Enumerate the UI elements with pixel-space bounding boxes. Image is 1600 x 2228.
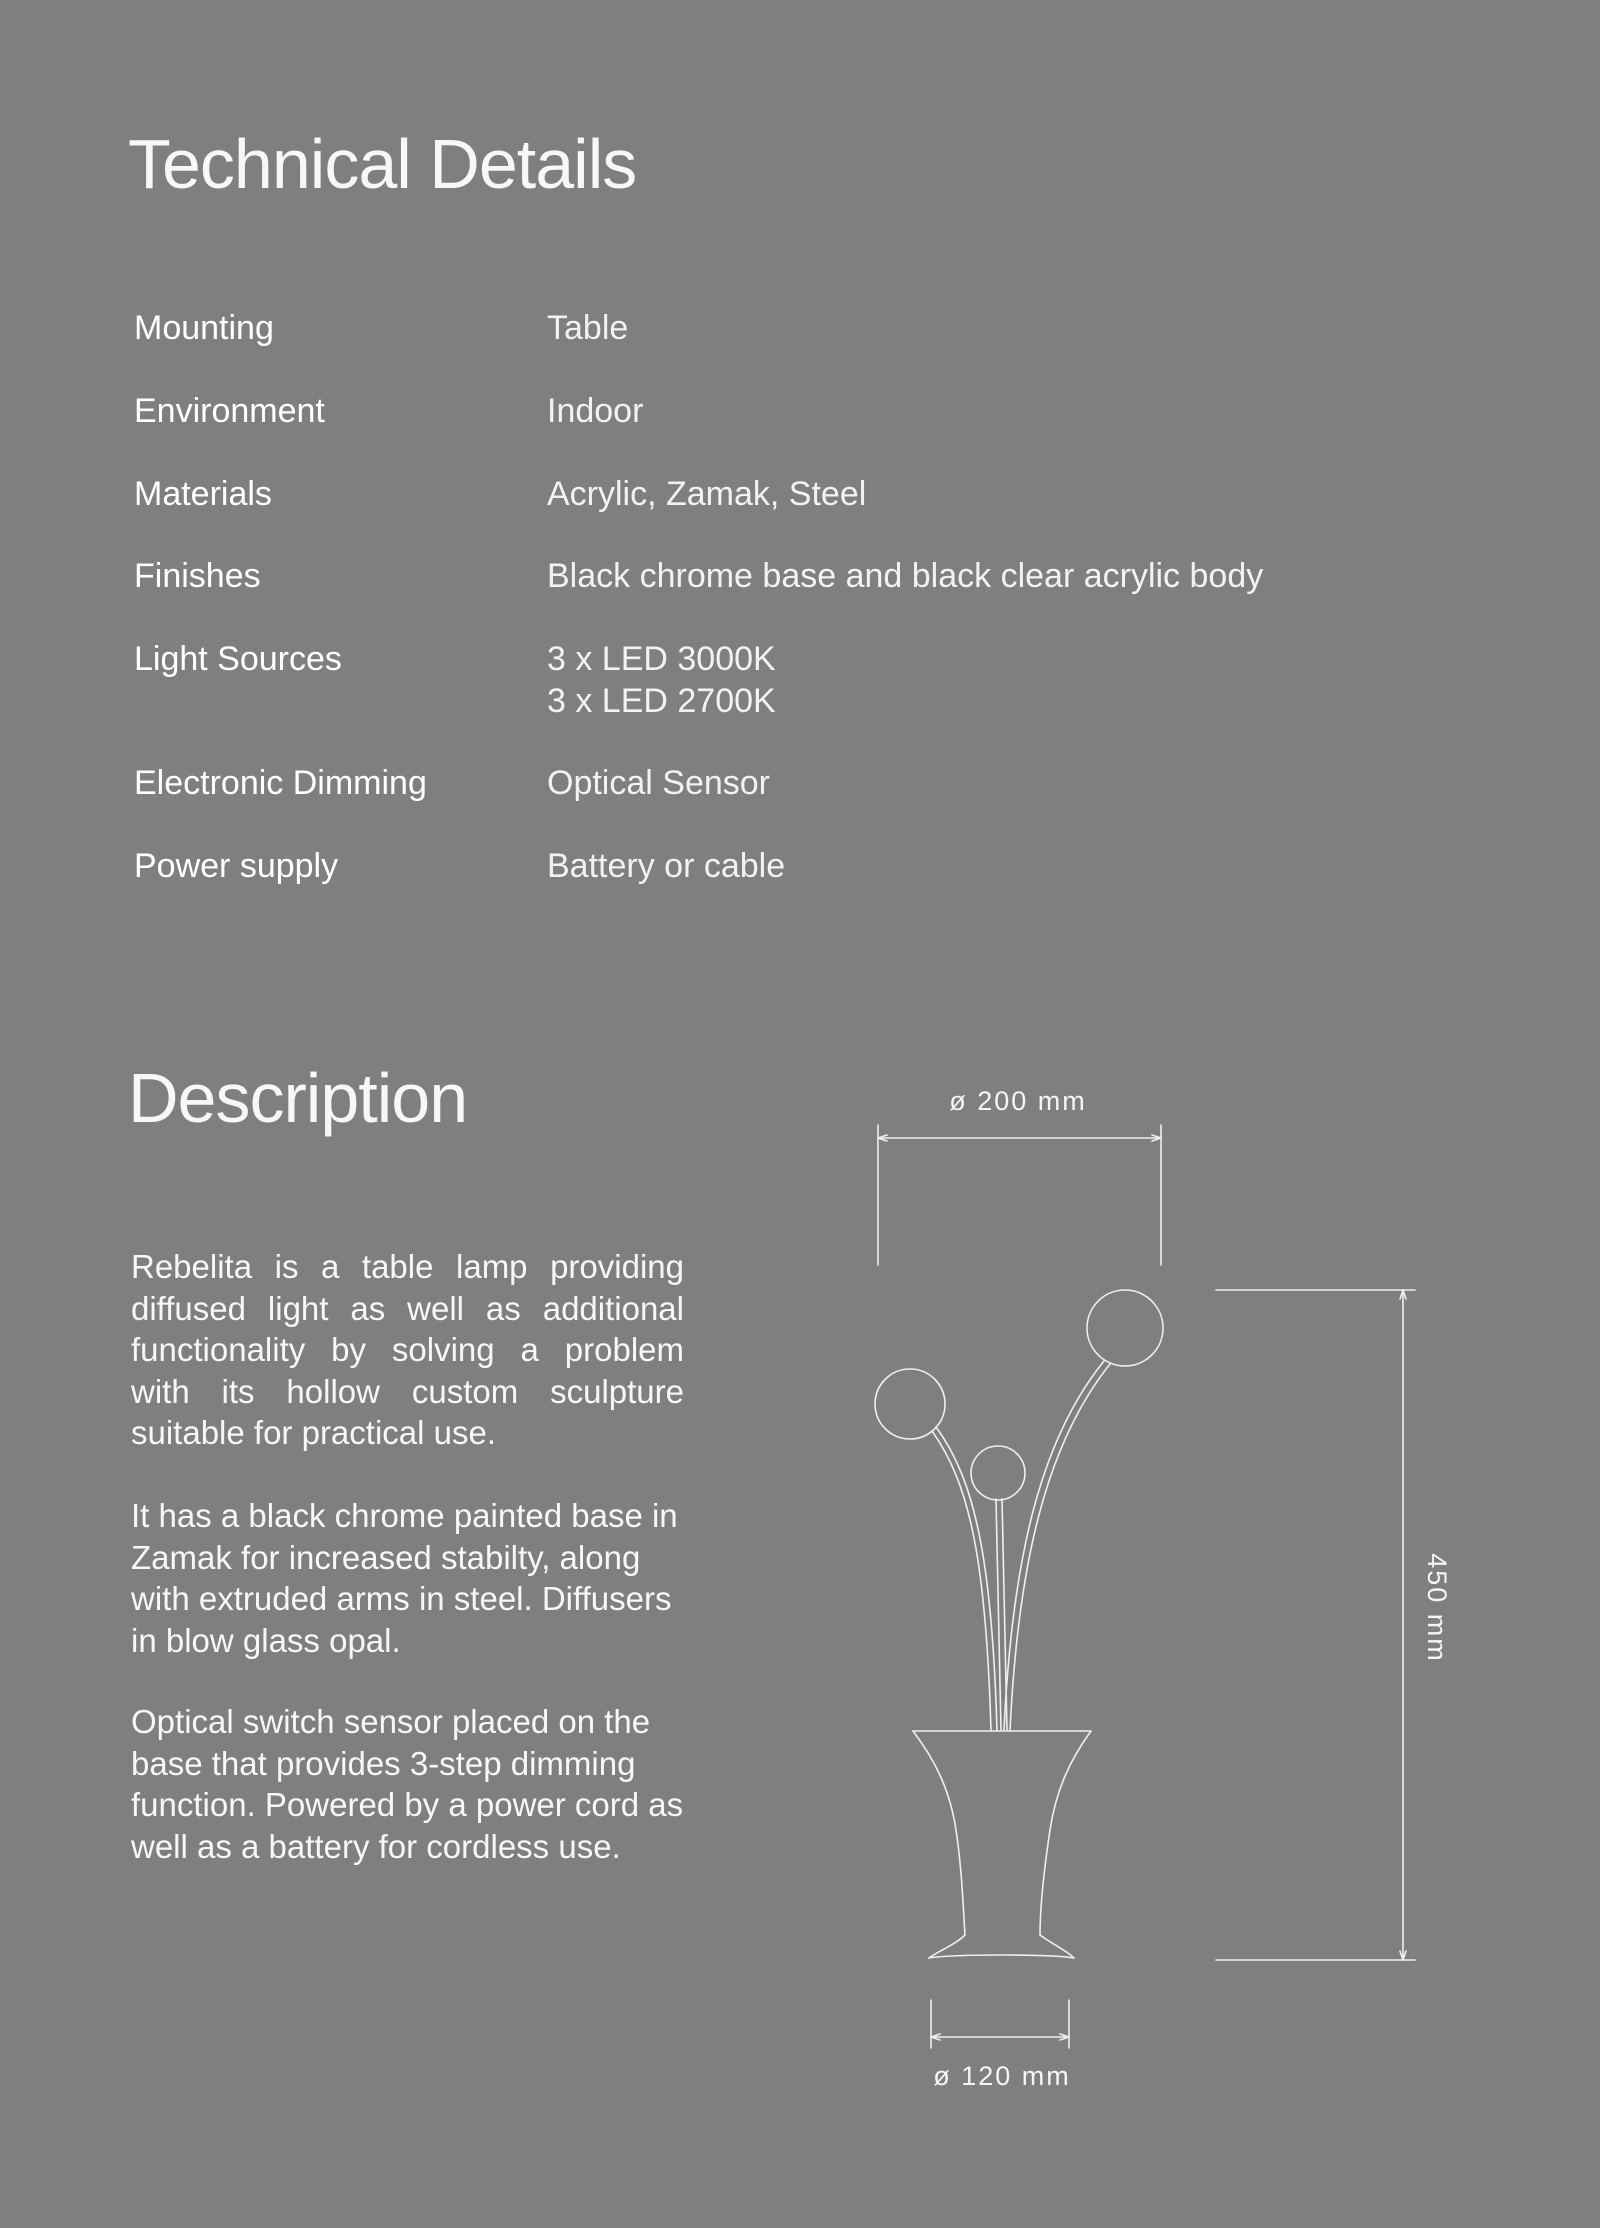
description-title: Description xyxy=(128,1059,468,1137)
height-dimension xyxy=(1216,1290,1415,1960)
description-paragraph: Optical switch sensor placed on the base that provides 3-step dimming function. Powered by a power cord as well as a battery for cordless use. xyxy=(131,1703,684,1865)
top-diameter-dimension xyxy=(878,1125,1161,1265)
technical-details-title: Technical Details xyxy=(128,125,637,203)
description-paragraph: It has a black chrome painted base in Zamak for increased stabilty, along with extruded arms in steel. Diffusers in blow glass opal. xyxy=(131,1497,678,1659)
spec-value-line: 3 x LED 2700K xyxy=(547,682,776,720)
spec-value-line: 3 x LED 3000K xyxy=(547,640,776,678)
spec-label: Finishes xyxy=(134,557,261,595)
spec-value-line: Optical Sensor xyxy=(547,764,770,802)
spec-label: Power supply xyxy=(134,847,339,885)
spec-value-line: Acrylic, Zamak, Steel xyxy=(547,475,867,513)
height-label: 450 mm xyxy=(1422,1553,1452,1663)
top-diameter-label: ø 200 mm xyxy=(949,1086,1087,1116)
right-globe xyxy=(1087,1290,1163,1366)
middle-globe xyxy=(971,1446,1025,1500)
left-globe xyxy=(875,1369,945,1439)
spec-label: Electronic Dimming xyxy=(134,764,427,802)
spec-label: Environment xyxy=(134,392,325,430)
lamp-base xyxy=(913,1731,1091,1958)
spec-label: Materials xyxy=(134,475,272,513)
lamp-arms xyxy=(932,1361,1110,1730)
description-paragraph: Rebelita is a table lamp providing diffused light as well as additional functionality by solving a problem with its hollow custom sculpture suitable for practical use. xyxy=(131,1248,684,1451)
base-diameter-dimension xyxy=(931,2000,1069,2048)
spec-value-line: Table xyxy=(547,309,629,347)
spec-label: Light Sources xyxy=(134,640,342,678)
spec-value-line: Battery or cable xyxy=(547,847,786,885)
spec-label: Mounting xyxy=(134,309,274,347)
base-diameter-label: ø 120 mm xyxy=(933,2061,1071,2091)
spec-value-line: Indoor xyxy=(547,392,644,430)
spec-value-line: Black chrome base and black clear acrylic body xyxy=(547,557,1264,595)
